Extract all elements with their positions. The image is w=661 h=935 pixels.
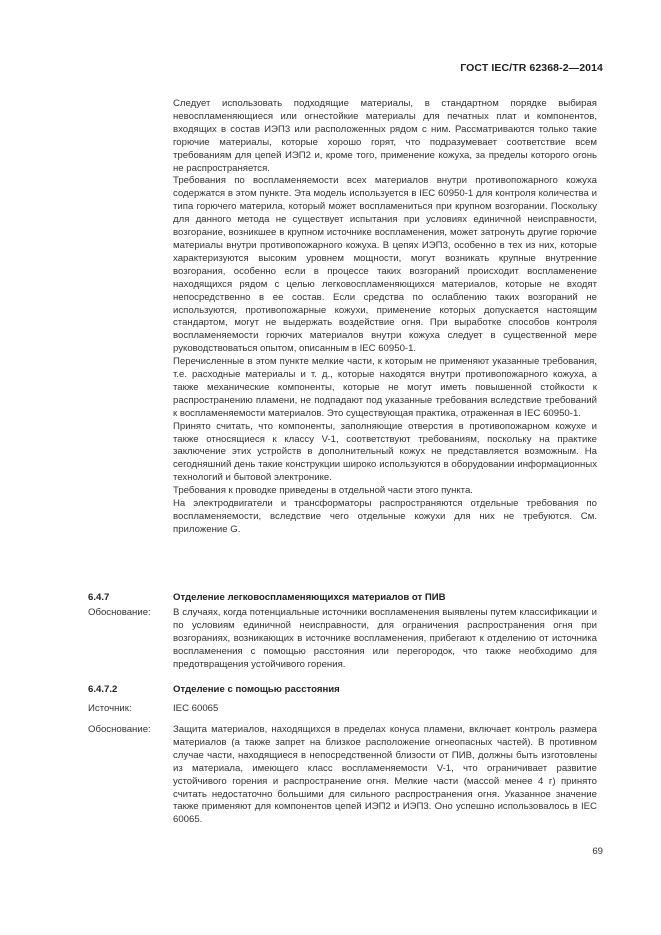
paragraph: Требования по воспламеняемости всех материалов внутри противопожарного кожуха содержатся в этом пункте. Эта модель используется в IEC 60950-1 для контроля количества и типа горючего материла, который может воспламениться при крупном возгорании. Поскольку для данного метода не существует испытания при условиях единичной неисправности, возгорание, возникшее в крупном источнике воспламенения, может затронуть другие горючие материалы внутри противопожарного кожуха. В цепях ИЭП3, особенно в тех из них, которые характеризуются высоким уровнем мощности, могут возникать крупные внутренние возгорания, особенно если в процессе таких возгораний происходит воспламенение находящихся рядом с целью легковоспламеняющихся материалов, которые не входят непосредственно в ее состав. Если средства по ослаблению таких возгораний не используются, противопожарные кожухи, применение которых допускается настоящим стандартом, могут не выдержать воздействие огня. При выработке способов контроля воспламеняемости горючих материалов внутри кожуха следует в существенной мере руководствоваться опытом, описанным в IEC 60950-1.: [173, 175, 597, 355]
section-title: Отделение с помощью расстояния: [173, 684, 340, 695]
rationale-text: В случаях, когда потенциальные источники воспламенения выявлены путем классификации и по условиям единичной неисправности, для ограничения распространения огня при возгораниях, возникающих в источнике воспламенения, прибегают к отделению от источника воспламенения с помощью расстояния или перегородок, что также необходимо для предотвращения устойчивого горения.: [173, 607, 597, 670]
rationale-text: Защита материалов, находящихся в пределах конуса пламени, включает контроль размера материалов (а также запрет на близкое расположение огнеопасных частей). В противном случае части, находящиеся в непосредственной близости от ПИВ, должны быть изготовлены из материала, имеющего класс воспламеняемости V-1, что ограничивает развитие устойчивого горения и распространение огня. Мелкие части (массой менее 4 г) принято считать недостаточно большими для сильного распространения огня. Указанное значение также применяют для компонентов цепей ИЭП2 и ИЭП3. Оно успешно использовалось в IEC 60065.: [173, 724, 597, 826]
paragraph: Принято считать, что компоненты, заполняющие отверстия в противопожарном кожухе и также относящиеся к классу V-1, соответствуют требованиям, поскольку на практике заключение этих устройств в дополнительный кожух не представляется возможным. На сегодняшний день такие конструкции широко используются в оборудовании информационных технологий и бытовой электронике.: [173, 420, 597, 484]
paragraph: Следует использовать подходящие материалы, в стандартном порядке выбирая невоспламеняющиеся или огнестойкие материалы для печатных плат и компонентов, входящих в состав ИЭП3 или расположенных рядом с ним. Рассматриваются только такие горючие материалы, которые хорошо горят, что подразумевает соответствие всем требованиям для цепей ИЭП2 и, кроме того, применение кожуха, за пределы которого огонь не распространяется.: [173, 98, 597, 174]
paragraph: Требования к проводке приведены в отдельной части этого пункта.: [173, 485, 473, 497]
intro-text-block: [173, 98, 597, 537]
section-title: Отделение легковоспламеняющихся материалов от ПИВ: [173, 592, 446, 603]
source-label: Источник:: [88, 703, 132, 714]
source-value: IEC 60065: [173, 703, 219, 714]
rationale-label: Обоснование:: [88, 724, 151, 735]
section-number: 6.4.7: [88, 592, 110, 603]
page-number: 69: [592, 846, 603, 857]
paragraph: Перечисленные в этом пункте мелкие части, к которым не применяют указанные требования, т.е. расходные материалы и т. д., которые находятся внутри противопожарного кожуха, а также механические компоненты, которые не могут иметь повышенной стойкости к распространению пламени, не подпадают под указанные требования вследствие требований к воспламеняемости материалов. Это существующая практика, отраженная в IEC 60950-1.: [173, 356, 597, 419]
section-number: 6.4.7.2: [88, 684, 118, 695]
rationale-label: Обоснование:: [88, 607, 151, 618]
paragraph: На электродвигатели и трансформаторы распространяются отдельные требования по воспламеняемости, вследствие чего отдельные кожухи для них не требуются. См. приложение G.: [173, 498, 597, 535]
standard-header: ГОСТ IEC/TR 62368-2—2014: [460, 62, 603, 74]
